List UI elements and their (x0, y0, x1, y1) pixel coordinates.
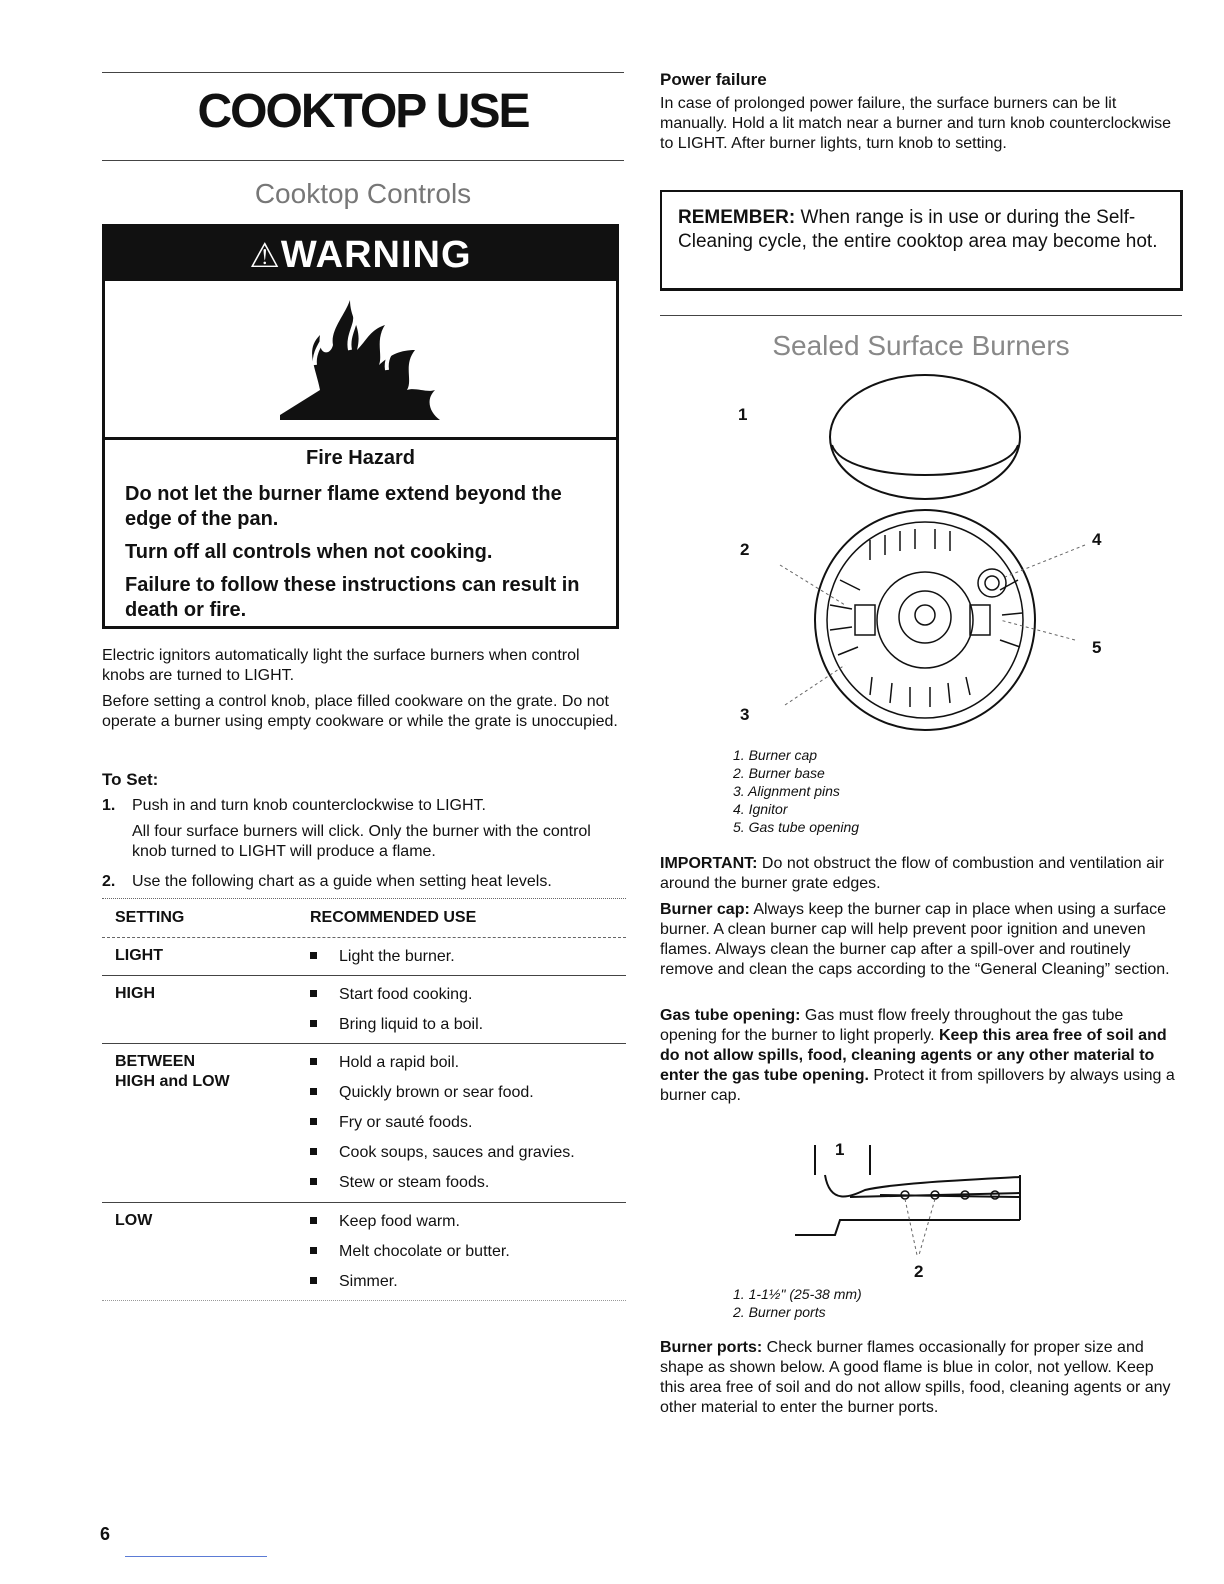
step-text: Use the following chart as a guide when setting heat levels. (132, 873, 552, 890)
warning-header (105, 227, 616, 281)
burner-cap-text: Always keep the burner cap in place when using a surface burner. A clean burner cap will help prevent poor ignition and uneven flames. Always clean the burner cap after a spill-over and routinely remove and clean the caps according to the “General Cleaning” section. (660, 901, 1170, 978)
use-item (310, 985, 472, 1005)
burner-callout-number: 4 (1092, 530, 1102, 549)
page-title: COOKTOP USE (197, 85, 529, 138)
section-title-cooktop-controls: Cooktop Controls (254, 178, 472, 209)
warning-triangle-icon: ⚠ (249, 237, 281, 275)
burner-callout-number: 2 (740, 540, 750, 559)
step-number: 1. (102, 797, 116, 814)
bullet-icon (310, 1148, 317, 1155)
caption-item: 2. Burner ports (733, 1304, 826, 1320)
table-row-rule (102, 1202, 626, 1203)
bullet-icon (310, 1020, 317, 1027)
burner-callout-number: 5 (1092, 638, 1102, 657)
important-label: IMPORTANT: (660, 855, 758, 872)
remember-text: When range is in use or during the Self-Cleaning cycle, the entire cooktop area may become hot. (678, 207, 1158, 252)
port-callout-number: 2 (914, 1262, 924, 1281)
gas-tube-bold-text: Keep this area free of soil and do not allow spills, food, cleaning agents or any other material to enter the gas tube opening. (660, 1027, 1167, 1084)
bullet-icon (310, 1088, 317, 1095)
setting-low: LOW (115, 1212, 153, 1229)
power-failure-text: In case of prolonged power failure, the surface burners can be lit manually. Hold a lit match near a burner and turn knob counterclockwise to LIGHT. After burner lights, turn knob to setting. (660, 95, 1172, 152)
table-header-setting: SETTING (115, 909, 185, 926)
warning-divider (105, 437, 616, 440)
warning-label: WARNING (280, 234, 472, 276)
use-text: Melt chocolate or butter. (339, 1243, 510, 1260)
burner-port-diagram (795, 1135, 1055, 1285)
bullet-icon (310, 1178, 317, 1185)
use-text: Bring liquid to a boil. (339, 1016, 484, 1033)
burner-diagram (760, 365, 1120, 745)
intro-paragraph: Electric ignitors automatically light the surface burners when control knobs are turned to LIGHT. (102, 647, 580, 684)
important-text: Do not obstruct the flow of combustion and ventilation air around the burner grate edges. (660, 855, 1164, 892)
step-2 (102, 872, 627, 892)
caption-item: 2. Burner base (733, 765, 825, 781)
use-text: Light the burner. (339, 948, 455, 965)
section-rule (660, 315, 1182, 316)
gas-tube-text: Protect it from spillovers by always using a burner cap. (660, 1067, 1175, 1104)
bullet-icon (310, 1217, 317, 1224)
fire-hazard-icon (275, 295, 445, 425)
port-callout-number: 1 (835, 1140, 845, 1159)
use-item (310, 1242, 510, 1262)
bullet-icon (310, 1118, 317, 1125)
table-bottom-rule (102, 1300, 626, 1301)
warning-box (102, 224, 619, 629)
page-number: 6 (100, 1524, 111, 1544)
use-item (310, 1272, 398, 1292)
setting-between-line2: HIGH and LOW (115, 1073, 230, 1090)
hazard-line: Turn off all controls when not cooking. (125, 541, 493, 563)
bullet-icon (310, 1247, 317, 1254)
caption-item: 5. Gas tube opening (733, 819, 860, 835)
bullet-icon (310, 1058, 317, 1065)
title-rule (102, 160, 624, 161)
caption-item: 1. 1-1½" (25-38 mm) (733, 1286, 862, 1302)
use-item (310, 1053, 459, 1073)
hazard-title: Fire Hazard (306, 447, 415, 469)
gas-tube-paragraph (660, 1006, 1182, 1106)
use-text: Cook soups, sauces and gravies. (339, 1144, 575, 1161)
remember-box (660, 190, 1183, 291)
burner-cap-label: Burner cap: (660, 901, 750, 918)
caption-item: 4. Ignitor (733, 801, 788, 817)
top-rule (102, 72, 624, 73)
use-text: Quickly brown or sear food. (339, 1084, 534, 1101)
port-caption-list (733, 1285, 862, 1321)
use-item (310, 1083, 534, 1103)
bullet-icon (310, 990, 317, 997)
bullet-icon (310, 952, 317, 959)
use-text: Hold a rapid boil. (339, 1054, 460, 1071)
step-number: 2. (102, 873, 116, 890)
burner-ports-paragraph (660, 1338, 1182, 1418)
setting-high: HIGH (115, 985, 155, 1002)
step-1-detail: All four surface burners will click. Only the burner with the control knob turned to LIGHT will produce a flame. (132, 823, 591, 860)
table-header-rule (102, 937, 626, 938)
burner-callout-number: 1 (738, 405, 748, 424)
important-paragraph (660, 854, 1182, 894)
burner-ports-label: Burner ports: (660, 1339, 763, 1356)
power-failure-heading: Power failure (660, 70, 767, 89)
burner-caption-list (733, 746, 859, 836)
step-text: Push in and turn knob counterclockwise to LIGHT. (132, 797, 486, 814)
to-set-heading: To Set: (102, 770, 159, 789)
use-item (310, 1143, 575, 1163)
section-title-sealed-burners: Sealed Surface Burners (772, 330, 1070, 361)
use-item (310, 1113, 472, 1133)
gas-tube-label: Gas tube opening: (660, 1007, 801, 1024)
use-item (310, 1015, 483, 1035)
table-header-use: RECOMMENDED USE (310, 909, 477, 926)
step-1 (102, 796, 627, 816)
hazard-line: Failure to follow these instructions can result in death or fire. (125, 574, 580, 621)
use-text: Start food cooking. (339, 986, 473, 1003)
table-top-rule (102, 898, 626, 899)
use-text: Simmer. (339, 1273, 398, 1290)
caption-item: 3. Alignment pins (733, 783, 840, 799)
bullet-icon (310, 1277, 317, 1284)
use-text: Stew or steam foods. (339, 1174, 490, 1191)
footer-rule (125, 1556, 267, 1557)
remember-label: REMEMBER: (678, 207, 796, 228)
burner-cap-paragraph (660, 900, 1182, 980)
table-row-rule (102, 1043, 626, 1044)
use-text: Fry or sauté foods. (339, 1114, 473, 1131)
setting-light: LIGHT (115, 947, 163, 964)
burner-callout-number: 3 (740, 705, 750, 724)
use-item (310, 1173, 489, 1193)
setting-between: BETWEEN (115, 1053, 195, 1070)
burner-ports-text: Check burner flames occasionally for proper size and shape as shown below. A good flame is blue in color, not yellow. Keep this area free of soil and do not allow spills, food, cleaning agents or any other material to enter the burner ports. (660, 1339, 1171, 1416)
use-item (310, 947, 455, 967)
hazard-line: Do not let the burner flame extend beyond the edge of the pan. (125, 483, 562, 530)
gas-tube-text: Gas must flow freely throughout the gas tube opening for the burner to light properly. (660, 1007, 1124, 1044)
table-row-rule (102, 975, 626, 976)
use-item (310, 1212, 460, 1232)
caption-item: 1. Burner cap (733, 747, 818, 763)
intro-paragraph: Before setting a control knob, place filled cookware on the grate. Do not operate a burner using empty cookware or while the grate is unoccupied. (102, 693, 618, 730)
use-text: Keep food warm. (339, 1213, 460, 1230)
